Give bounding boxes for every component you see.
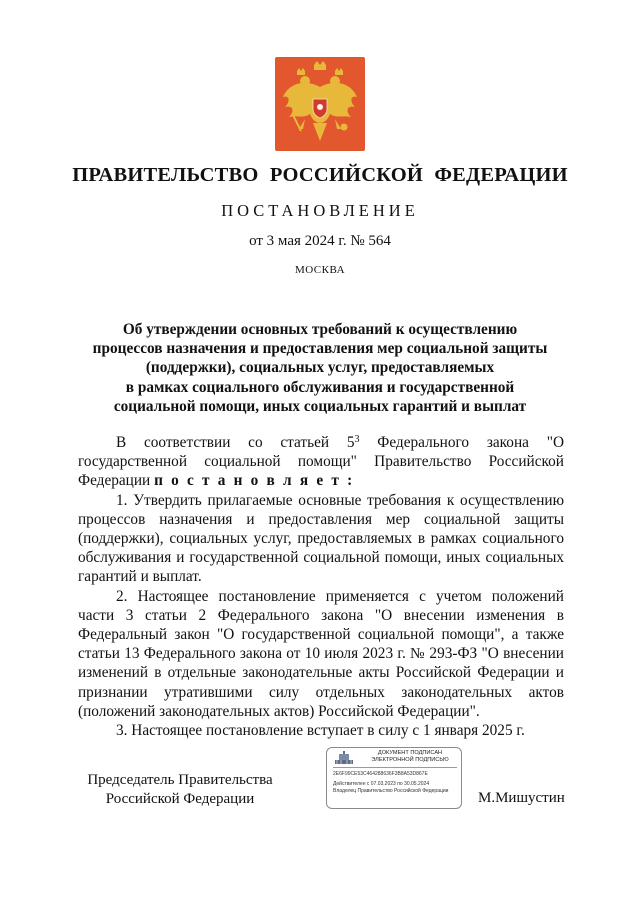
document-subject — [80, 320, 560, 416]
certificate-number: 2E6F99CE53C464288636F3B8A53D867E — [333, 771, 428, 777]
decides-word: п о с т а н о в л я е т : — [154, 472, 355, 490]
signatory-position — [80, 771, 280, 809]
position-line: Российской Федерации — [105, 791, 255, 807]
preamble-start: В соответствии со статьей 5 — [116, 434, 355, 451]
clause-1: 1. Утвердить прилагаемые основные требования к осуществлению процессов назначения и предоставления мер социальной защиты (поддержки), социальных услуг, предоставляемых в рамках социального обслуживания и государственной социальной помощи, иных социальных гарантий и выплат. — [78, 491, 564, 586]
certificate-owner: Владелец Правительство Российской Федерации — [333, 787, 449, 794]
date-and-number: от 3 мая 2024 г. № 564 — [249, 233, 391, 249]
document-body — [78, 433, 564, 740]
building-icon — [333, 751, 355, 765]
coat-of-arms-icon — [275, 57, 365, 151]
signatory-name: М.Мишустин — [478, 790, 565, 806]
document-type: ПОСТАНОВЛЕНИЕ — [221, 201, 419, 220]
subject-line: (поддержки), социальных услуг, предоставляемых — [145, 359, 495, 377]
clause-2: 2. Настоящее постановление применяется с учетом положений части 3 статьи 2 Федерального закона "О внесении изменения в Федеральный закон "О государственной социальной помощи", а также статьи 13 Федерального закона от 10 июля 2023 г. № 293-ФЗ "О внесении изменений в отдельные законодательные акты Российской Федерации и признании утратившими силу отдельных законодательных актов (положений законодательных актов) Российской Федерации". — [78, 587, 564, 720]
subject-line: Об утверждении основных требований к осуществлению — [122, 321, 518, 338]
subject-line: в рамках социального обслуживания и государственной — [125, 378, 515, 396]
clause-3: 3. Настоящее постановление вступает в силу с 1 января 2025 г. — [116, 722, 525, 740]
stamp-title-line: ЭЛЕКТРОННОЙ ПОДПИСЬЮ — [371, 757, 449, 763]
preamble — [78, 433, 564, 491]
city: МОСКВА — [294, 264, 346, 276]
stamp-divider — [333, 767, 457, 768]
subject-line: социальной помощи, иных социальных гарантий и выплат — [113, 397, 527, 415]
stamp-title — [360, 750, 460, 764]
stamp-title-line: ДОКУМЕНТ ПОДПИСАН — [377, 750, 443, 756]
validity-period: Действителен с 07.03.2023 по 30.05.2024 — [333, 781, 430, 787]
government-title: ПРАВИТЕЛЬСТВО РОССИЙСКОЙ ФЕДЕРАЦИИ — [72, 164, 568, 186]
position-line: Председатель Правительства — [87, 772, 273, 788]
stamp-details — [333, 781, 457, 794]
article-superscript: 3 — [354, 434, 360, 445]
subject-line: процессов назначения и предоставления мер социальной защиты — [92, 340, 548, 358]
preamble-text: Федерального закона "О государственной социальной помощи" Правительство Российской Федерации — [78, 434, 564, 490]
